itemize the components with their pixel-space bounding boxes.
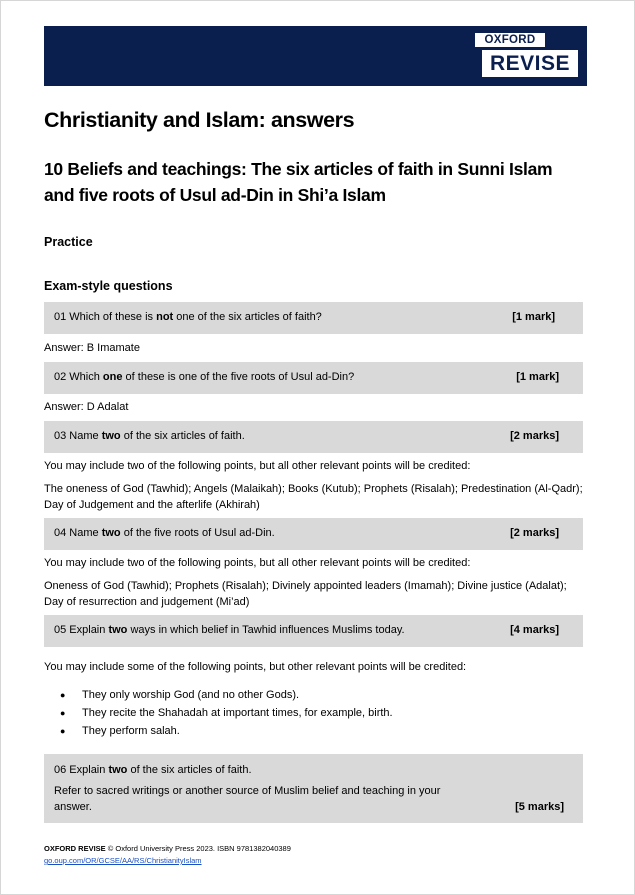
- question-06-line3: answer.: [54, 801, 92, 813]
- question-03-points: The oneness of God (Tawhid); Angels (Malaikah); Books (Kutub); Prophets (Risalah); Predestination (Al-Qadr); Day of Judgement and the afterlife (Akhirah): [44, 483, 583, 511]
- footer-copyright: © Oxford University Press 2023. ISBN 9781382040389: [105, 844, 291, 853]
- footer-brand: OXFORD REVISE: [44, 844, 106, 853]
- question-04-box: [44, 518, 583, 550]
- question-03-text: 03 Name two of the six articles of faith.: [54, 430, 245, 442]
- question-03-marks: [2 marks]: [510, 430, 559, 442]
- question-03-box: [44, 421, 583, 453]
- question-04-intro: You may include two of the following points, but all other relevant points will be credited:: [44, 557, 471, 569]
- bullet-item: ● They perform salah.: [60, 722, 393, 740]
- bullet-item: ● They recite the Shahadah at important times, for example, birth.: [60, 704, 393, 722]
- practice-heading: Practice: [44, 235, 93, 249]
- question-04-text: 04 Name two of the five roots of Usul ad-Din.: [54, 527, 275, 539]
- question-06-box: [44, 754, 583, 823]
- question-02-box: [44, 362, 583, 394]
- question-01-box: [44, 302, 583, 334]
- question-01-text: 01 Which of these is not one of the six articles of faith?: [54, 311, 322, 323]
- footer-link[interactable]: go.oup.com/OR/GCSE/AA/RS/ChristianityIslam: [44, 856, 202, 865]
- question-05-marks: [4 marks]: [510, 624, 559, 636]
- header-band: [44, 26, 587, 86]
- question-06-marks: [5 marks]: [515, 801, 564, 813]
- question-04-marks: [2 marks]: [510, 527, 559, 539]
- question-05-box: [44, 615, 583, 647]
- question-05-intro: You may include some of the following points, but other relevant points will be credited:: [44, 661, 467, 673]
- question-06-line2: Refer to sacred writings or another source of Muslim belief and teaching in your: [54, 785, 441, 797]
- question-03-intro: You may include two of the following points, but all other relevant points will be credited:: [44, 460, 471, 472]
- logo-revise-text: REVISE: [482, 50, 578, 77]
- page-title: Christianity and Islam: answers: [44, 108, 355, 132]
- question-02-answer: Answer: D Adalat: [44, 401, 129, 413]
- footer: [44, 843, 291, 867]
- footer-copyright-line: [44, 843, 291, 855]
- exam-questions-heading: Exam-style questions: [44, 279, 173, 293]
- logo-oxford-text: OXFORD: [475, 33, 545, 47]
- question-05-text: 05 Explain two ways in which belief in Tawhid influences Muslims today.: [54, 624, 405, 636]
- question-02-text: 02 Which one of these is one of the five roots of Usul ad-Din?: [54, 371, 355, 383]
- question-04-points: Oneness of God (Tawhid); Prophets (Risalah); Divinely appointed leaders (Imamah); Divine justice (Adalat); Day of resurrection and judgement (Mi’ad): [44, 580, 567, 608]
- page-subtitle: 10 Beliefs and teachings: The six articles of faith in Sunni Islam and five roots of Usul ad-Din in Shi’a Islam: [44, 159, 553, 205]
- oxford-revise-logo: [475, 33, 578, 78]
- question-05-bullet-list: [60, 686, 393, 740]
- question-06-text: 06 Explain two of the six articles of faith.: [54, 764, 252, 776]
- question-02-marks: [1 mark]: [516, 371, 559, 383]
- bullet-item: ● They only worship God (and no other Gods).: [60, 686, 393, 704]
- question-01-answer: Answer: B Imamate: [44, 342, 140, 354]
- question-01-marks: [1 mark]: [512, 311, 555, 323]
